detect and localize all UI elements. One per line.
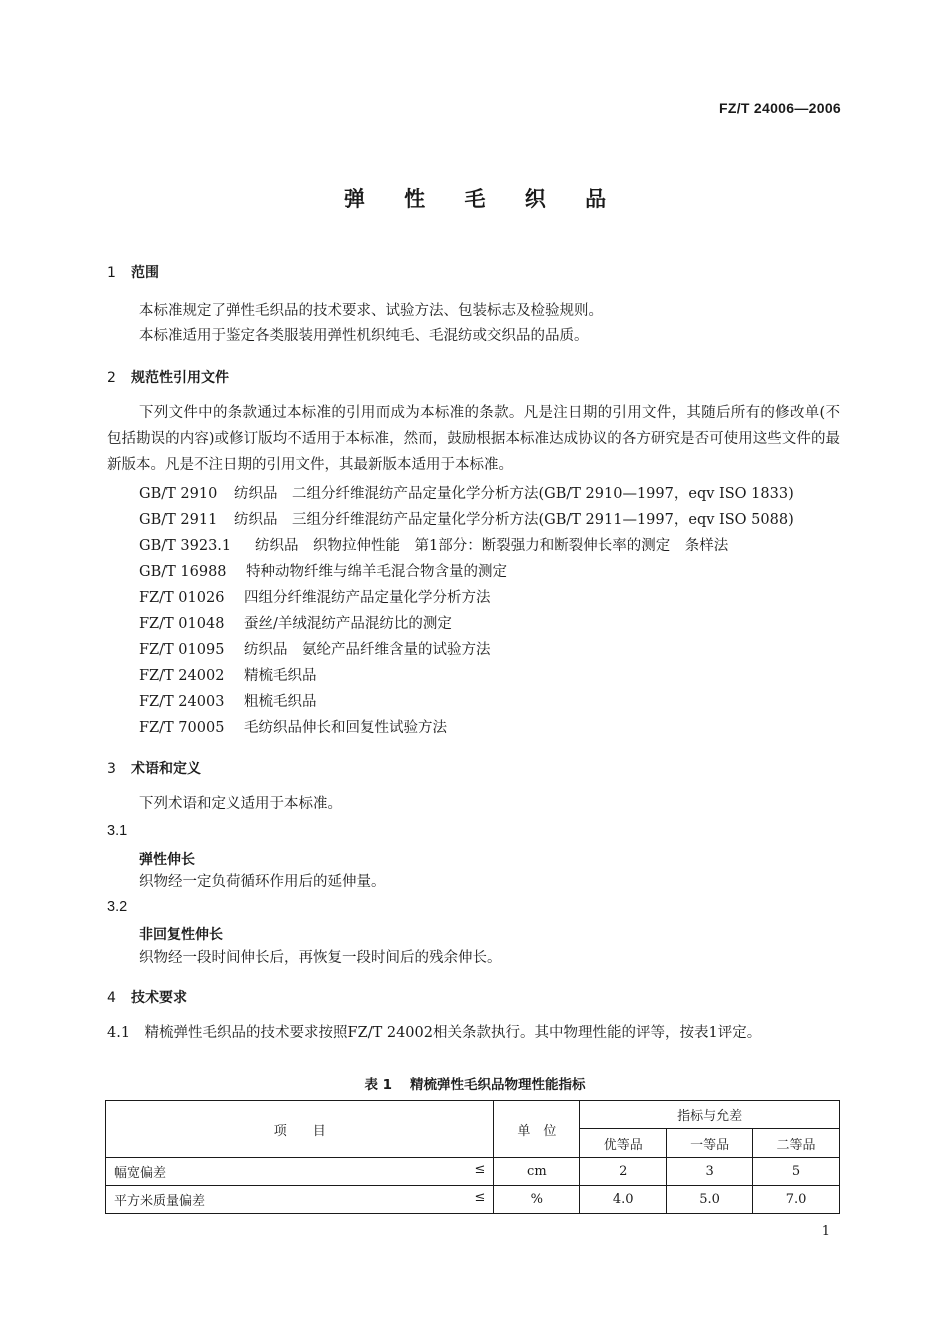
- reference-title: 特种动物纤维与绵羊毛混合物含量的测定: [246, 564, 507, 580]
- term-definition: 织物经一定负荷循环作用后的延伸量。: [139, 874, 386, 890]
- reference-item: [139, 586, 491, 607]
- reference-title: 粗梳毛织品: [244, 694, 317, 710]
- table-row: [106, 1158, 840, 1186]
- term-name: 弹性伸长: [139, 852, 195, 868]
- reference-title: 四组分纤维混纺产品定量化学分析方法: [244, 590, 491, 606]
- value-cell: 2: [580, 1158, 667, 1186]
- section-number: 4: [107, 990, 116, 1006]
- header-grade: 优等品: [580, 1129, 667, 1158]
- section-title: 术语和定义: [131, 761, 201, 777]
- less-equal-symbol: ≤: [474, 1190, 486, 1205]
- reference-item: [139, 560, 507, 581]
- reference-code: GB/T 2911: [139, 512, 218, 528]
- paragraph: 4.1 精梳弹性毛织品的技术要求按照FZ/T 24002相关条款执行。其中物理性能的评等，按表1评定。: [107, 1025, 762, 1041]
- reference-code: FZ/T 01095: [139, 642, 225, 658]
- item-name: 平方米质量偏差: [114, 1194, 206, 1209]
- item-name: 幅宽偏差: [114, 1166, 167, 1181]
- paragraph: 本标准规定了弹性毛织品的技术要求、试验方法、包装标志及检验规则。: [139, 303, 603, 319]
- physical-properties-table: [105, 1100, 840, 1214]
- section-title: 范围: [131, 265, 159, 281]
- reference-code: FZ/T 01048: [139, 616, 225, 632]
- reference-title: 纺织品 二组分纤维混纺产品定量化学分析方法(GB/T 2910—1997，eqv ISO 1833): [234, 486, 794, 502]
- reference-item: [139, 664, 317, 685]
- reference-code: FZ/T 24003: [139, 694, 225, 710]
- reference-title: 纺织品 氨纶产品纤维含量的试验方法: [244, 642, 491, 658]
- reference-code: FZ/T 01026: [139, 590, 225, 606]
- less-equal-symbol: ≤: [474, 1162, 486, 1177]
- reference-item: [139, 716, 447, 737]
- document-title: 弹 性 毛 织 品: [343, 187, 623, 211]
- section-number: 2: [107, 370, 116, 386]
- section-3-heading: [107, 758, 201, 778]
- value-cell: 5: [753, 1158, 840, 1186]
- unit-cell: %: [494, 1186, 580, 1214]
- section-title: 规范性引用文件: [131, 370, 229, 386]
- reference-item: [139, 690, 317, 711]
- reference-item: [139, 508, 794, 529]
- section-title: 技术要求: [131, 990, 187, 1006]
- value-cell: 4.0: [580, 1186, 667, 1214]
- unit-cell: cm: [494, 1158, 580, 1186]
- clause-number: 3.2: [107, 899, 128, 915]
- reference-title: 纺织品 三组分纤维混纺产品定量化学分析方法(GB/T 2911—1997，eqv ISO 5088): [234, 512, 794, 528]
- reference-code: GB/T 2910: [139, 486, 218, 502]
- header-item: 项 目: [106, 1101, 494, 1158]
- reference-code: FZ/T 24002: [139, 668, 225, 684]
- reference-code: GB/T 3923.1: [139, 538, 232, 554]
- reference-item: [139, 612, 452, 633]
- section-number: 1: [107, 265, 116, 281]
- reference-item: [139, 638, 491, 659]
- reference-item: [139, 482, 794, 503]
- value-cell: 5.0: [667, 1186, 753, 1214]
- clause-number: 3.1: [107, 823, 128, 839]
- header-unit: 单 位: [494, 1101, 580, 1158]
- standard-number: FZ/T 24006—2006: [718, 100, 841, 116]
- term-name: 非回复性伸长: [139, 927, 223, 943]
- table-row: [106, 1186, 840, 1214]
- paragraph: 下列术语和定义适用于本标准。: [139, 796, 342, 812]
- reference-code: GB/T 16988: [139, 564, 227, 580]
- section-4-heading: [107, 987, 187, 1007]
- value-cell: 7.0: [753, 1186, 840, 1214]
- reference-title: 纺织品 织物拉伸性能 第1部分：断裂强力和断裂伸长率的测定 条样法: [255, 538, 729, 554]
- reference-title: 蚕丝/羊绒混纺产品混纺比的测定: [244, 616, 452, 632]
- reference-title: 毛纺织品伸长和回复性试验方法: [244, 720, 447, 736]
- section-number: 3: [107, 761, 116, 777]
- item-cell: [106, 1186, 494, 1214]
- paragraph: 本标准适用于鉴定各类服装用弹性机织纯毛、毛混纺或交织品的品质。: [139, 328, 589, 344]
- header-indicator-group: 指标与允差: [580, 1101, 840, 1129]
- term-definition: 织物经一段时间伸长后，再恢复一段时间后的残余伸长。: [139, 950, 502, 966]
- table-number: 表 1: [364, 1077, 393, 1093]
- item-cell: [106, 1158, 494, 1186]
- table-caption: [0, 1073, 950, 1093]
- section-1-heading: [107, 262, 159, 282]
- reference-item: [139, 534, 728, 555]
- header-grade: 二等品: [753, 1129, 840, 1158]
- paragraph: 下列文件中的条款通过本标准的引用而成为本标准的条款。凡是注日期的引用文件，其随后所有的修改单(不包括勘误的内容)或修订版均不适用于本标准，然而，鼓励根据本标准达成协议的各方研究是否可使用这些文件的最新版本。凡是不注日期的引用文件，其最新版本适用于本标准。: [107, 405, 840, 473]
- reference-title: 精梳毛织品: [244, 668, 317, 684]
- table-title: 精梳弹性毛织品物理性能指标: [410, 1077, 586, 1093]
- header-grade: 一等品: [667, 1129, 753, 1158]
- reference-code: FZ/T 70005: [139, 720, 225, 736]
- value-cell: 3: [667, 1158, 753, 1186]
- page-number: 1: [821, 1224, 830, 1239]
- section-2-heading: [107, 367, 229, 387]
